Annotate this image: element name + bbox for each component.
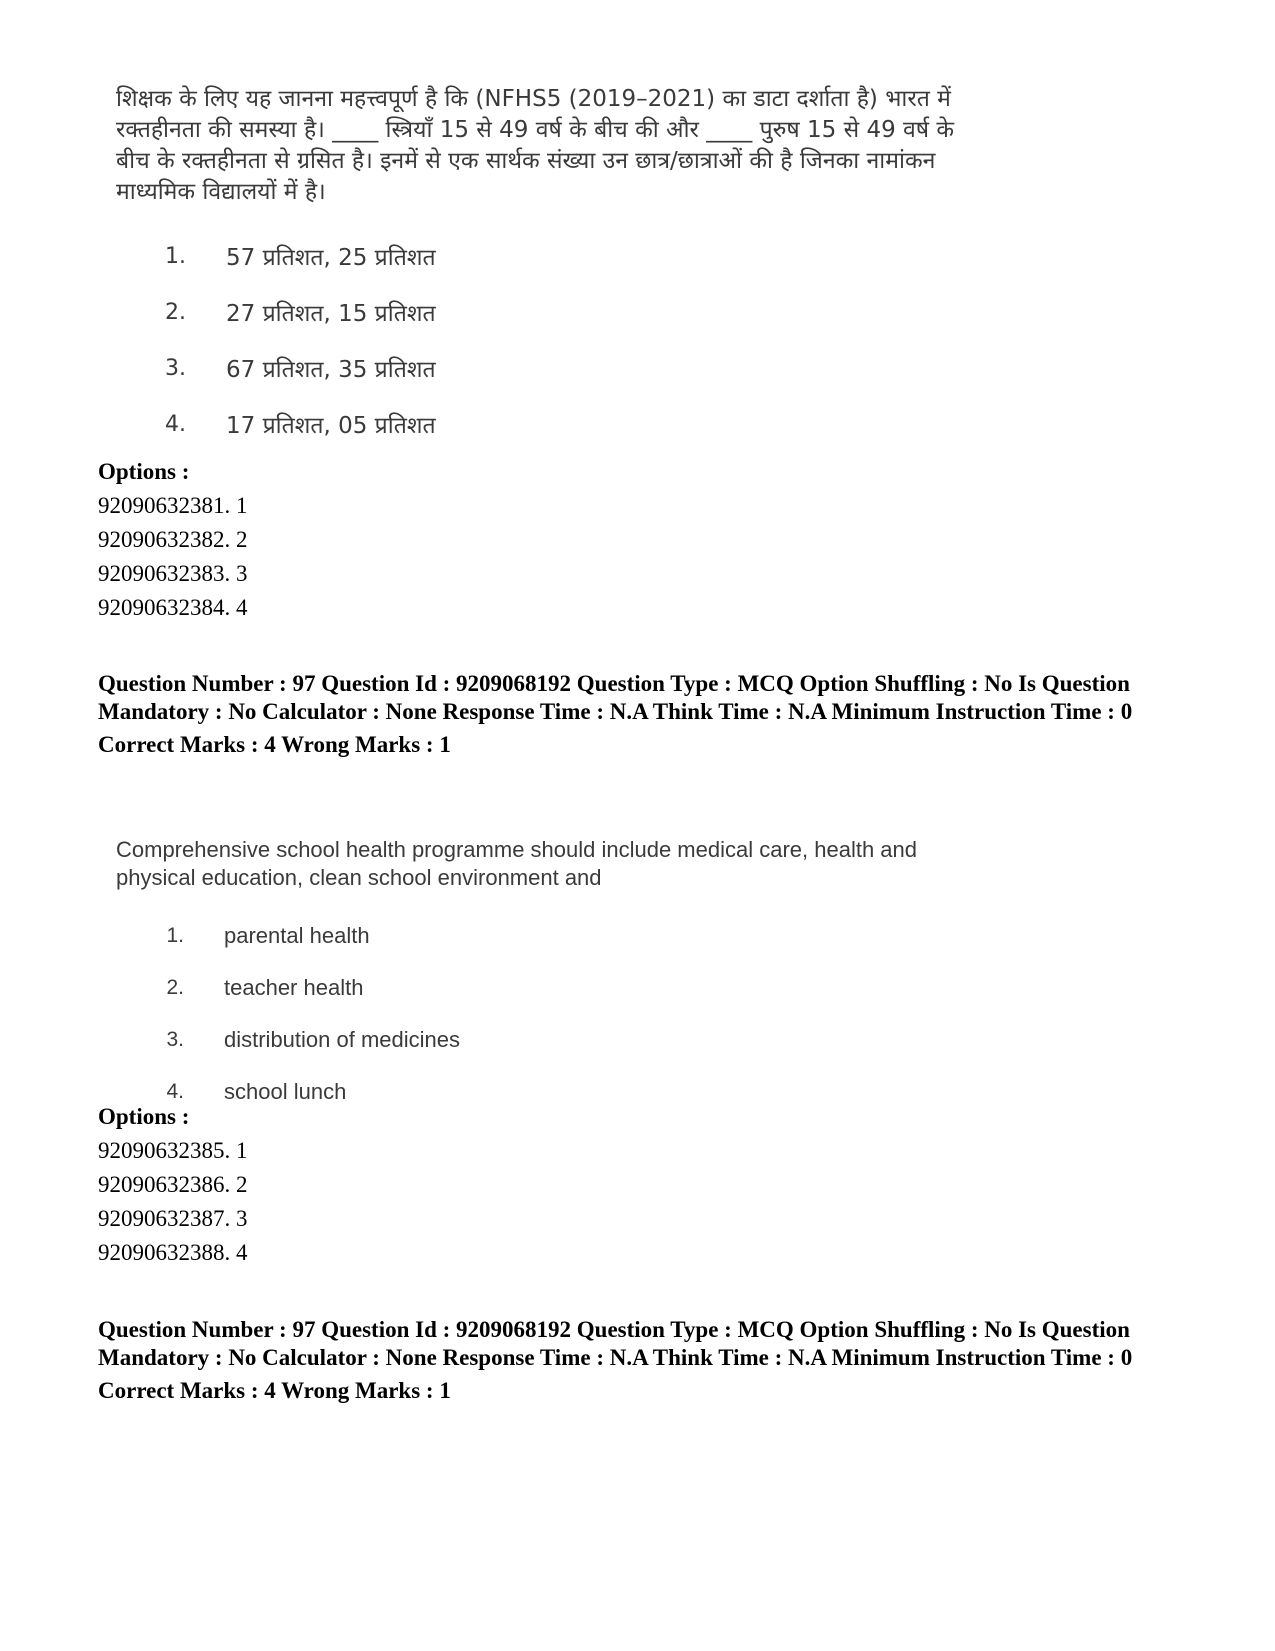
choice-item	[116, 962, 1016, 1014]
choice-number: 4.	[165, 411, 186, 437]
choice-list	[116, 910, 1016, 1118]
options-block	[98, 1100, 1178, 1270]
option-id-line: 92090632388. 4	[98, 1240, 248, 1265]
choice-item	[116, 284, 1016, 340]
choice-text: parental health	[224, 923, 370, 948]
choice-number: 1.	[165, 243, 186, 269]
choice-number: 4.	[166, 1080, 184, 1103]
option-id-line: 92090632385. 1	[98, 1138, 248, 1163]
choice-number: 3.	[166, 1028, 184, 1051]
question-image-english	[116, 836, 1016, 1134]
choice-text: 27 प्रतिशत, 15 प्रतिशत	[226, 301, 436, 327]
marks-text: Correct Marks : 4 Wrong Marks : 1	[98, 1378, 451, 1403]
choice-number: 3.	[165, 355, 186, 381]
question-meta	[98, 670, 1188, 759]
question-meta-text: Question Number : 97 Question Id : 9209068192 Question Type : MCQ Option Shuffling : No Is Question Mandatory : No Calculator : None Response Time : N.A Think Time : N.A Minimum Instruction Time : 0	[98, 1317, 1133, 1370]
choice-text: school lunch	[224, 1079, 347, 1104]
choice-item	[116, 910, 1016, 962]
marks-text: Correct Marks : 4 Wrong Marks : 1	[98, 732, 451, 757]
choice-text: 57 प्रतिशत, 25 प्रतिशत	[226, 245, 436, 271]
question-stem: शिक्षक के लिए यह जानना महत्त्वपूर्ण है कि (NFHS5 (2019–2021) का डाटा दर्शाता है) भारत में रक्तहीनता की समस्या है। ____ स्त्रियाँ 15 से 49 वर्ष के बीच की और ____ पुरुष 15 से 49 वर्ष के बीच के रक्तहीनता से ग्रसित है। इनमें से एक सार्थक संख्या उन छात्र/छात्राओं की है जिनका नामांकन माध्यमिक विद्यालयों में है।	[116, 86, 955, 205]
choice-text: teacher health	[224, 975, 364, 1000]
choice-number: 2.	[165, 299, 186, 325]
question-meta-text: Question Number : 97 Question Id : 9209068192 Question Type : MCQ Option Shuffling : No Is Question Mandatory : No Calculator : None Response Time : N.A Think Time : N.A Minimum Instruction Time : 0	[98, 671, 1133, 724]
choice-text: distribution of medicines	[224, 1027, 461, 1052]
options-title: Options :	[98, 459, 190, 484]
options-block	[98, 455, 1178, 625]
choice-list	[116, 228, 1016, 452]
question-image-hindi	[116, 84, 1016, 468]
choice-number: 2.	[166, 976, 184, 999]
option-id-line: 92090632387. 3	[98, 1206, 248, 1231]
choice-item	[116, 1014, 1016, 1066]
choice-text: 67 प्रतिशत, 35 प्रतिशत	[226, 357, 436, 383]
choice-text: 17 प्रतिशत, 05 प्रतिशत	[226, 413, 436, 439]
option-id-line: 92090632381. 1	[98, 493, 248, 518]
choice-number: 1.	[166, 924, 184, 947]
question-stem: Comprehensive school health programme should include medical care, health and physical education, clean school environment and	[116, 837, 918, 890]
choice-item	[116, 396, 1016, 452]
option-id-line: 92090632383. 3	[98, 561, 248, 586]
option-id-line: 92090632386. 2	[98, 1172, 248, 1197]
option-id-line: 92090632382. 2	[98, 527, 248, 552]
options-title: Options :	[98, 1104, 190, 1129]
question-meta	[98, 1316, 1188, 1405]
choice-item	[116, 228, 1016, 284]
option-id-line: 92090632384. 4	[98, 595, 248, 620]
choice-item	[116, 340, 1016, 396]
